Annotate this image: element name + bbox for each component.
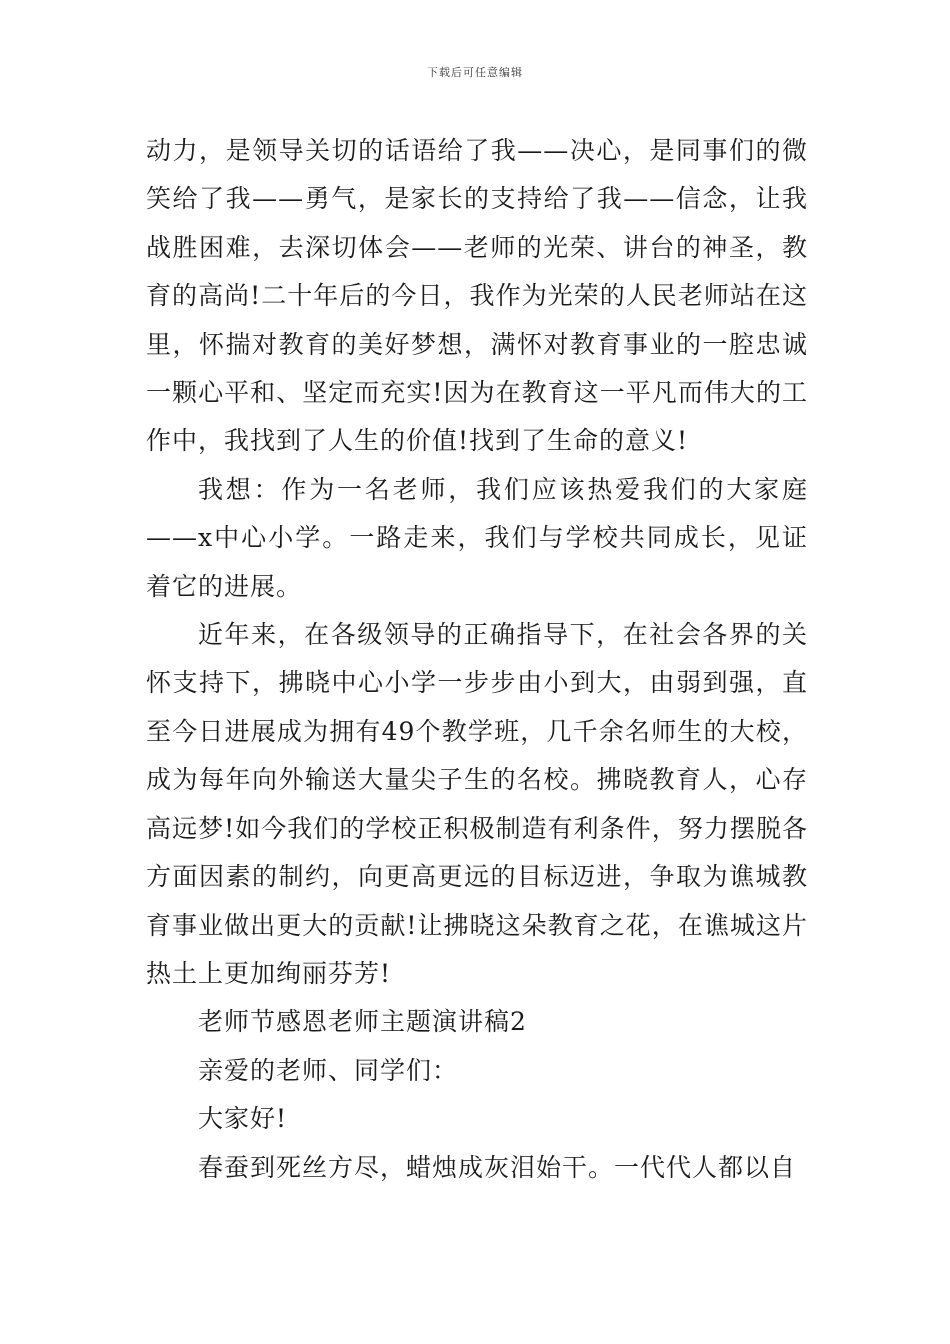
speech-title: 老师节感恩老师主题演讲稿2 [198,1007,527,1037]
paragraph-3: 近年来，在各级领导的正确指导下，在社会各界的关怀支持下，拂晓中心小学一步步由小到大，由弱到强，直至今日进展成为拥有49个教学班，几千余名师生的大校，成为每年向外输送大量尖子生的名校。拂晓教育人，心存高远梦!如今我们的学校正积极制造有利条件，努力摆脱各方面因素的制约，向更高更远的目标迈进，争取为谯城教育事业做出更大的贡献!让拂晓这朵教育之花，在谯城这片热土上更加绚丽芬芳! [146,620,808,988]
header-note: 下载后可任意编辑 [427,66,523,79]
document-body [146,127,808,1192]
paragraph-1: 动力，是领导关切的话语给了我——决心，是同事们的微笑给了我——勇气，是家长的支持给了我——信念，让我战胜困难，去深切体会——老师的光荣、讲台的神圣，教育的高尚!二十年后的今日，我作为光荣的人民老师站在这里，怀揣对教育的美好梦想，满怀对教育事业的一腔忠诚一颗心平和、坚定而充实!因为在教育这一平凡而伟大的工作中，我找到了人生的价值!找到了生命的意义! [146,136,808,456]
greeting: 大家好! [198,1104,288,1134]
paragraph-4: 春蚕到死丝方尽，蜡烛成灰泪始干。一代代人都以自 [198,1152,797,1182]
salutation: 亲爱的老师、同学们： [198,1055,459,1085]
paragraph-2: 我想：作为一名老师，我们应该热爱我们的大家庭——x中心小学。一路走来，我们与学校共同成长，见证着它的进展。 [146,474,808,601]
